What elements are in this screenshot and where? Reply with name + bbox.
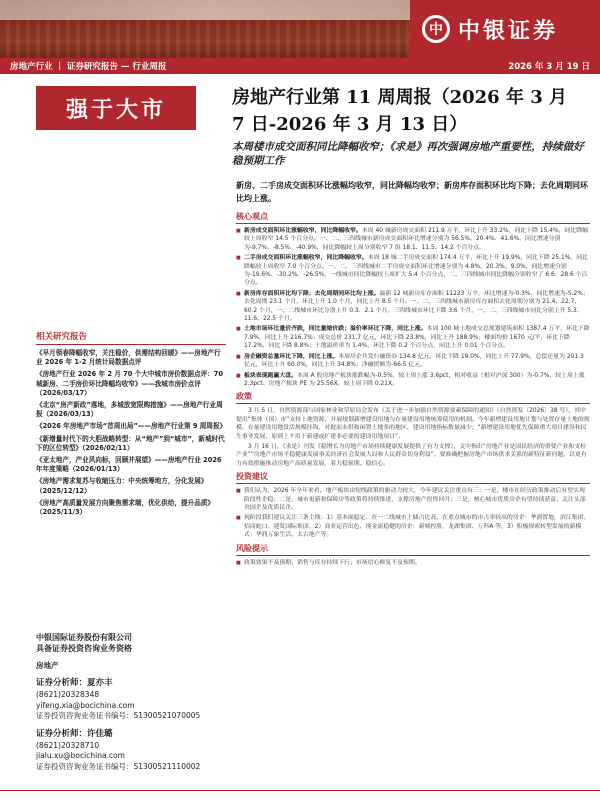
core-point-heading: 房企融资总量环比下降，同比上涨。 <box>244 353 339 360</box>
risk-item <box>236 559 590 567</box>
analyst-card <box>36 728 226 773</box>
analyst-phone: (8621)20328710 <box>36 740 100 750</box>
policy-paragraph: 3 月 16 日，《求是》刊发《稳增长为房地产市场持续健康发展提供了有力支撑》，文中指出“房地产业是国民经济的重要产业和支柱产业”“房地产市场平稳健康发展事关经济社会发展大局和人民群众切身利益”。要准确把握房地产市场供求关系的新特征新问题，以更有力有效措施推动房地产高质量发展，着力稳预期、稳信心。 <box>236 443 587 467</box>
rating-badge: 强于大市 <box>36 86 196 130</box>
report-date: 2026 年 3 月 19 日 <box>508 62 590 72</box>
analyst-cert: 证券投资咨询业务证书编号：S1300521070005 <box>36 711 201 720</box>
core-point <box>236 353 590 370</box>
analyst-name: 证券分析师：许佳璐 <box>36 728 113 739</box>
core-point <box>236 290 590 324</box>
section-policy: 政策 <box>236 391 590 404</box>
core-point-heading: 板块表现跑赢大盘。 <box>244 372 298 379</box>
section-core: 核心观点 <box>236 211 590 224</box>
banner-sky <box>0 0 420 20</box>
lead-summary: 新房、二手房成交面积环比涨幅均收窄，同比降幅均收窄；新房库存面积环比均下降；去化周期同环比均上涨。 <box>236 181 588 203</box>
core-point <box>236 325 590 350</box>
related-report-item: 《房地产行业 2026 年 2 月 70 个大中城市房价数据点评：70 城新房、二手房价环比降幅均收窄》——我城市房价点评（2026/03/17） <box>36 370 223 397</box>
risk-text: 政策效果不及预期；销售与库存持续下行；市场信心修复不及预期。 <box>244 559 421 566</box>
related-report-item: 《2026 年房地产市场“首周出局”——房地产行业第 9 周周报》 <box>36 422 227 431</box>
main-content <box>236 180 590 569</box>
analyst-name: 证券分析师：夏亦丰 <box>36 678 113 688</box>
header-banner <box>0 0 600 58</box>
invest-point: ■ 我们认为，2026 年全年来看，地产板块由短线政策的驱动力较大，今年建议关注重点有三：一是，楼市在经历政策推动后有望实现阶段性企稳；二是，城市更新和保障房等政策将持续推进，支撑房地产投资回升；三是，核心城市优质房企有望持续获益，关注头部央国企及优质民企。 <box>236 487 590 512</box>
report-category: 房地产行业 ｜ 证券研究报告 — 行业周报 <box>10 62 167 72</box>
core-point-text: 本周 40 城新房成交面积 211.9 万平，环比上升 33.2%，同比下降 15.4%，同比降幅较上周收窄 14.5 个百分点。一、二、三四线城市新房成交面积环比增速分别为 56.5%、20.4%、41.6%，同比增速分别为-9.7%、-8.5%、-40.9%，同比降幅较上周分别收窄 7 组 18.1、11.5、14.2 个百分点。 <box>244 228 588 251</box>
invest-point: ■ 现阶段我们建议关注三条主线：1）基本面稳定、在一二线城市土储占比高、在重点城市的市占率较高的房企：华润置地、滨江集团、招商蛇口、建发国际集团。2）商业运营出色、现金流稳健的房企：新城控股、龙湖集团、万科A 等。3）积极探索转型发展的新模式：华润万象生活、太古地产等。 <box>236 514 590 539</box>
logo-text: 中银证券 <box>458 18 559 44</box>
section-risk: 风险提示 <box>236 543 590 556</box>
analyst-email: jialu.xu@bocichina.com <box>36 751 125 760</box>
report-subtitle: 本周楼市成交面积同比降幅收窄；《求是》再次强调房地产重要性，持续做好稳预期工作 <box>232 141 584 167</box>
analyst-phone: (8621)20328348 <box>36 690 100 699</box>
related-report-item: 《新增量时代下的大胆战略转型：从“地产”到“城市”，新城时代下的区位转型》（2026/02/11） <box>36 434 225 452</box>
core-point-text: 本周房企共发行融资券 134.8 亿元，环比下降 19.0%，同比上升 77.9%，总偿还量为 201.3 亿元，环比上升 60.0%，同比上升 34.8%；净融资额为-66.5 亿元。 <box>244 353 584 369</box>
related-report-item: 《房地产需求复苏与收缩压力：中央统筹地方，分化发展》（2025/12/12） <box>36 477 208 495</box>
related-list <box>36 349 226 517</box>
analyst-card <box>36 677 226 722</box>
core-point-heading: 新房库存面积环比均下降；去化周期同环比均上涨。 <box>244 290 380 297</box>
analyst-email: yifeng.xia@bocichina.com <box>36 700 135 710</box>
report-title: 房地产行业第 11 周周报（2026 年 3 月 7 日-2026 年 3 月 13 日） <box>232 87 568 135</box>
policy-paragraph: 3 月 5 日，自然资源部与国家林业和草原局会发布《关于进一步加强自然资源要素保障的通知》（自然资发〔2026〕38 号），其中提出“集体（国）市”支持土地资源，开展规划新增建设用地与存量建设用地统筹使用的机制。今年新增建设用地计划与处置存量土地的规模、存量建设用地盘活规模挂钩，对批而未供和闲置土地多的地区，建设用地指标数量减少；“新增建设用地优先保障重大项目建设和民生事业发展，原则上不用于新建或扩建非必要的建设用地项目”。 <box>236 408 590 440</box>
analyst-cert: 证券投资咨询业务证书编号：S1300521110002 <box>36 761 201 771</box>
company-qualification: 具备证券投资咨询业务资格 <box>36 644 132 653</box>
invest-points <box>236 487 590 539</box>
section-invest: 投资建议 <box>236 471 590 484</box>
related-title: 相关研究报告 <box>36 330 226 345</box>
core-point-heading: 土地市场环比量价齐跌，同比量缩价跌；溢价率环比下降，同比上涨。 <box>244 326 427 333</box>
core-point-text: 本周 A 股房地产板块涨跌幅为-0.5%，较上周上涨 3.6pct，相对收益（相对沪深 300）为-0.7%，较上周上涨 2.3pct。房地产板块 PE 为 25.56X，较上周下降 0.21X。 <box>244 372 585 387</box>
core-point-heading: 新房成交面积环比涨幅收窄，同比降幅收窄。 <box>244 228 362 234</box>
analyst-list <box>36 677 226 772</box>
report-type-bar <box>0 58 600 74</box>
related-report-item: 《早月领春降幅收窄，关注稳价，供需结构回暖》——房地产行业 2026 年 1-2 月统计局数据点评 <box>36 349 221 367</box>
related-reports <box>36 330 226 520</box>
core-point <box>236 227 590 252</box>
policy-paragraphs <box>236 407 590 468</box>
related-report-item: 《北京“房产新政”落地，多城放宽限购措施》——房地产行业周报（2026/03/13） <box>36 401 223 419</box>
core-points <box>236 227 590 388</box>
company-info <box>36 632 226 772</box>
page-footer <box>0 790 600 800</box>
industry-label: 房地产 <box>36 661 59 670</box>
core-point <box>236 254 590 288</box>
core-point-text: 本周 18 城二手房成交面积 174.4 万平，环比上升 19.9%，同比下降 25.1%，同比降幅较上周收窄 7.0 个百分点。一、二、三四线城市二手房成交面积环比增速分别为 4.8%、20.3%、9.0%，同比增速分别为-19.6%、-30.2%、-26.5%，一线城市同比降幅较上周扩大 5.4 个百分点，二、三四线城市同比降幅分别收窄了 6.6、28.6 个百分点。 <box>244 255 588 287</box>
banner-roof-image <box>0 20 420 58</box>
logo-icon: 中 <box>422 15 450 43</box>
brand-logo <box>410 0 600 58</box>
core-point-heading: 二手房成交面积环比涨幅收窄，同比降幅收窄。 <box>244 255 368 262</box>
company-name: 中银国际证券股份有限公司 <box>36 633 132 642</box>
core-point-text: 本周 100 城土地成交总规划建筑面积 1387.4 万平，环比下降 7.9%，同比上升 216.7%；成交总价 231.7 亿元，环比下降 23.8%，同比上升 188.9%；楼面均价 1670 元/平，环比下降 17.2%，同比下降 8.8%；土地溢价率为 1.4%，环比下降 0.2 个百分点，同比上升 0.01 个百分点。 <box>244 326 590 350</box>
related-report-item: 《房地产高质量发展方向聚焦需求端，优化供给，提升品质》（2025/11/3） <box>36 498 215 517</box>
core-point <box>236 372 590 389</box>
core-point-text: 最新 12 城新房库存面积 11223 万平，环比增速为-0.3%，同比增速为-5.2%；去化周期 23.1 个月，环比上升 1.0 个月，同比上升 8.5 个月。一、二、三四线城市新房库存面积去化周期分别为 21.4、22.7、60.2 个月，一、二线城市环比分别上升 0.3、2.1 个月，三四线城市环比下降 3.6 个月，一、二、三四线城市同比分别上升 5.3、11.6、22.5 个月。 <box>244 290 589 323</box>
related-report-item: 《亚太地产，产业风向标，回顾并展望》——房地产行业 2026 年年度策略（2026/01/13） <box>36 456 222 474</box>
